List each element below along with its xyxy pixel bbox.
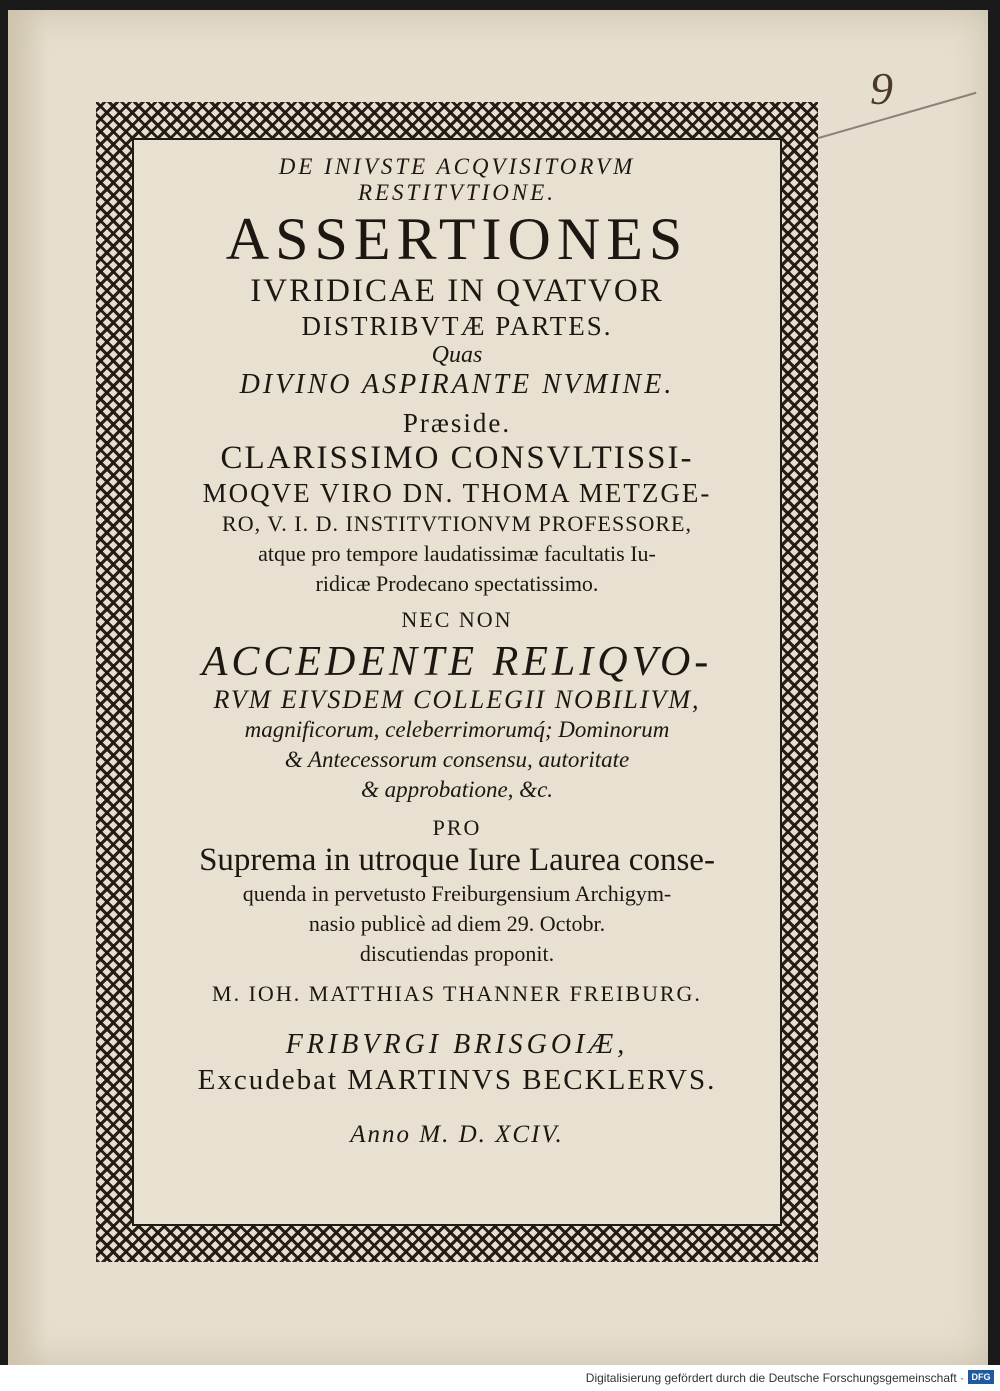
title-line-15: ACCEDENTE RELIQVO- xyxy=(201,639,713,685)
imprint-place: FRIBVRGI BRISGOIÆ, xyxy=(285,1029,629,1060)
scanned-page xyxy=(8,10,988,1365)
digitization-footer xyxy=(0,1365,1000,1391)
title-line-17: magnificorum, celeberrimorumq́; Dominorum xyxy=(244,717,670,742)
pencil-page-number: 9 xyxy=(870,63,893,114)
title-line-10: MOQVE VIRO DN. THOMA METZGE- xyxy=(202,478,712,508)
funding-notice: Digitalisierung gefördert durch die Deutsche Forschungsgemeinschaft · xyxy=(585,1371,964,1385)
imprint-year: Anno M. D. XCIV. xyxy=(350,1121,564,1148)
title-line-21: Suprema in utroque Iure Laurea conse- xyxy=(199,842,715,878)
title-line-2: RESTITVTIONE. xyxy=(357,180,557,205)
title-line-23: nasio publicè ad diem 29. Octobr. xyxy=(308,911,606,936)
title-line-6: Quas xyxy=(431,342,483,368)
title-line-19: & approbatione, &c. xyxy=(360,777,554,802)
page-gutter xyxy=(8,10,48,1365)
title-line-7: DIVINO ASPIRANTE NVMINE. xyxy=(239,369,675,400)
title-line-9: CLARISSIMO CONSVLTISSI- xyxy=(220,440,694,476)
dfg-logo-icon: DFG xyxy=(968,1370,994,1384)
title-line-18: & Antecessorum consensu, autoritate xyxy=(284,747,630,772)
title-line-24: discutiendas proponit. xyxy=(359,941,555,966)
title-line-13: ridicæ Prodecano spectatissimo. xyxy=(315,571,599,596)
title-line-8: Præside. xyxy=(402,408,512,438)
title-line-12: atque pro tempore laudatissimæ facultatis Iu- xyxy=(258,541,656,566)
title-page-text xyxy=(134,150,780,1149)
title-line-20: PRO xyxy=(432,815,482,840)
title-line-1: DE INIVSTE ACQVISITORVM xyxy=(278,154,636,179)
title-line-22: quenda in pervetusto Freiburgensium Archigym- xyxy=(242,881,672,906)
title-line-11: RO, V. I. D. INSTITVTIONVM PROFESSORE, xyxy=(222,511,692,536)
title-line-16: RVM EIVSDEM COLLEGII NOBILIVM, xyxy=(213,685,701,714)
title-frame xyxy=(132,138,782,1226)
main-title: ASSERTIONES xyxy=(225,206,689,272)
title-line-5: DISTRIBVTÆ PARTES. xyxy=(301,311,613,341)
ornamental-border xyxy=(96,102,818,1262)
title-line-14: NEC NON xyxy=(401,607,513,632)
imprint-printer: Excudebat MARTINVS BECKLERVS. xyxy=(197,1064,717,1096)
title-line-4: IVRIDICAE IN QVATVOR xyxy=(250,273,664,309)
author-line: M. IOH. MATTHIAS THANNER FREIBURG. xyxy=(212,981,702,1006)
